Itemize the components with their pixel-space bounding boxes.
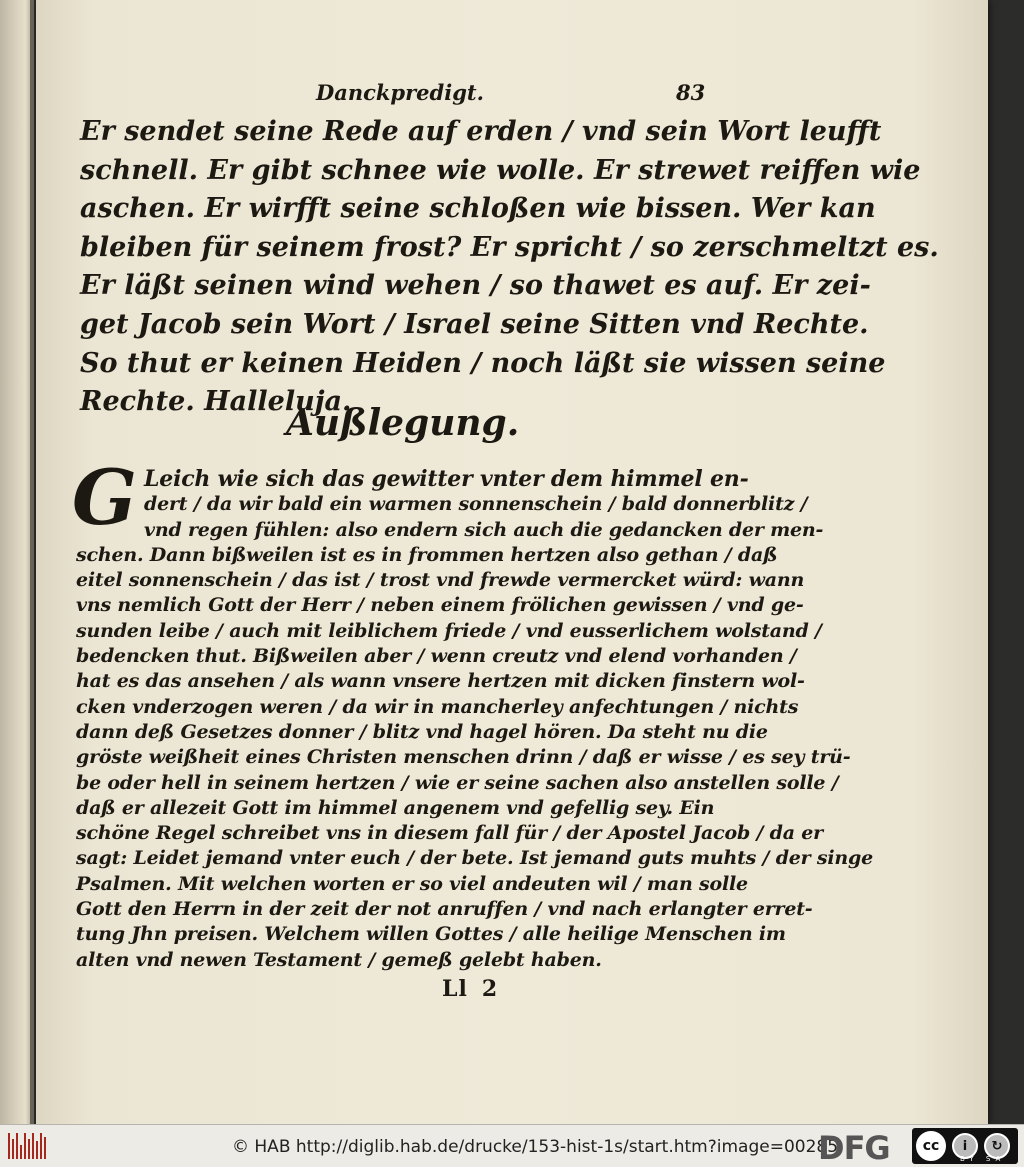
body-line: bedencken thut. Bißweilen aber / wenn creutz vnd elend vorhanden / (76, 645, 797, 668)
scripture-line: get Jacob sein Wort / Israel seine Sitten vnd Rechte. (80, 308, 869, 340)
drop-cap: G (72, 453, 137, 542)
section-heading: Außlegung. (286, 402, 520, 444)
body-line: hat es das ansehen / als wann vnsere hertzen mit dicken finstern wol- (76, 670, 805, 693)
scripture-line: Er sendet seine Rede auf erden / vnd sein Wort leufft (80, 116, 882, 147)
share-alike-icon: ↻ (984, 1133, 1010, 1159)
footer-bar (0, 1124, 1024, 1167)
body-line: sunden leibe / auch mit leiblichem friede / vnd eusserlichem wolstand / (76, 619, 822, 642)
body-line: eitel sonnenschein / das ist / trost vnd frewde vermercket würd: wann (76, 569, 805, 592)
signature-number: 2 (481, 976, 499, 1002)
signature-letters: Ll (442, 976, 468, 1002)
running-header (316, 80, 716, 105)
body-line: cken vnderzogen weren / da wir in mancherley anfechtungen / nichts (76, 695, 799, 718)
body-line: schen. Dann bißweilen ist es in frommen hertzen also gethan / daß (76, 543, 778, 566)
body-line: gröste weißheit eines Christen menschen drinn / daß er wisse / es sey trü- (76, 746, 851, 769)
scripture-line: schnell. Er gibt schnee wie wolle. Er strewet reiffen wie (80, 154, 921, 186)
body-line: alten vnd newen Testament / gemeß gelebt haben. (76, 948, 602, 971)
body-line: daß er allezeit Gott im himmel angenem vnd gefellig sey. Ein (76, 796, 715, 819)
cc-license-sublabel: BY SA (960, 1155, 1006, 1163)
body-line: sagt: Leidet jemand vnter euch / der bete. Ist jemand guts muhts / der singe (76, 847, 874, 870)
copyright-link[interactable]: © HAB http://diglib.hab.de/drucke/153-hist-1s/start.htm?image=00285 (232, 1137, 839, 1157)
body-line: schöne Regel schreibet vns in diesem fall für / der Apostel Jacob / da er (76, 822, 823, 845)
cc-license-badge[interactable] (912, 1128, 1018, 1164)
by-attribution-icon: i (952, 1133, 978, 1159)
scripture-line: aschen. Er wirfft seine schloßen wie bissen. Wer kan (80, 193, 876, 225)
body-line: vnd regen fühlen: also endern sich auch die gedancken der men- (144, 518, 824, 541)
body-line: dert / da wir bald ein warmen sonnenschein / bald donnerblitz / (144, 493, 808, 516)
body-text (76, 466, 874, 973)
book-page (36, 0, 988, 1124)
left-page-edge (0, 0, 34, 1124)
scripture-line: Er läßt seinen wind wehen / so thawet es auf. Er zei- (80, 270, 871, 302)
scripture-passage (80, 113, 939, 422)
body-line: dann deß Gesetzes donner / blitz vnd hagel hören. Da steht nu die (76, 720, 768, 743)
scripture-line: bleiben für seinem frost? Er spricht / so zerschmeltzt es. (80, 231, 939, 263)
cc-icon: cc (916, 1131, 946, 1161)
scripture-line: So thut er keinen Heiden / noch läßt sie wissen seine (80, 347, 886, 379)
body-line: Psalmen. Mit welchen worten er so viel andeuten wil / man solle (76, 872, 748, 895)
body-line: Leich wie sich das gewitter vnter dem himmel en- (144, 466, 749, 492)
header-title: Danckpredigt. (316, 80, 484, 105)
body-line: Gott den Herrn in der zeit der not anruffen / vnd nach erlangter erret- (76, 898, 813, 921)
scripture-line: Rechte. Halleluja. (80, 386, 352, 418)
page-number: 83 (676, 80, 706, 105)
dfg-logo[interactable]: DFG (818, 1129, 890, 1167)
body-line: vns nemlich Gott der Herr / neben einem frölichen gewissen / vnd ge- (76, 594, 804, 617)
signature-mark (442, 976, 498, 1002)
barcode-icon (8, 1133, 48, 1159)
binding-shadow (30, 0, 34, 1124)
body-line: be oder hell in seinem hertzen / wie er seine sachen also anstellen solle / (76, 771, 839, 794)
body-line: tung Jhn preisen. Welchem willen Gottes / alle heilige Menschen im (76, 923, 786, 946)
